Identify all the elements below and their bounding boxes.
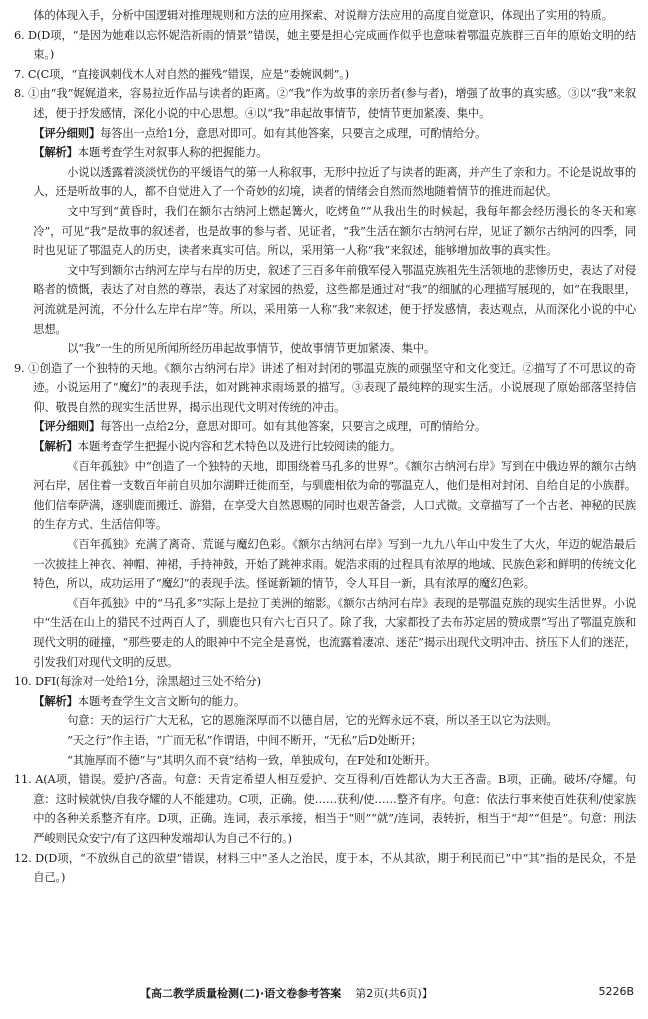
answer-paragraph bbox=[14, 202, 636, 261]
answer-paragraph bbox=[14, 457, 636, 535]
page-footer bbox=[0, 981, 648, 1007]
paragraph-text: 6. D(D项，“是因为她难以忘怀妮浩祈雨的情景”错误，她主要是担心完成画作似乎也意味着鄂温克族群三百年的原始文明的结束。) bbox=[14, 28, 636, 62]
answer-paragraph bbox=[14, 339, 636, 359]
paragraph-text: 本题考查学生文言文断句的能力。 bbox=[77, 694, 246, 708]
answer-paragraph bbox=[14, 751, 636, 771]
footer-code: 5226B bbox=[598, 985, 634, 998]
paragraph-text: 10. DFI(每涂对一处给1分，涂黑超过三处不给分) bbox=[14, 675, 261, 689]
answer-paragraph bbox=[14, 417, 636, 437]
paragraph-text: 文中写到额尔古纳河左岸与右岸的历史，叙述了三百多年前俄军侵入鄂温克族祖先生活领地的悲惨历史，表达了对侵略者的愤慨，表达了对自然的尊崇，表达了对家园的热爱，这些都是通过对“我”的细腻的心理描写展现的，如“在我眼里，河流就是河流，不分什么左岸右岸”等。所以，采用第一人称“我”来叙述，便于抒发感情，表达观点，从而深化小说的中心思想。 bbox=[33, 263, 636, 336]
paragraph-text: 每答出一点给2分，意思对即可。如有其他答案，只要言之成理，可酌情给分。 bbox=[100, 420, 487, 434]
paragraph-text: 以“我”一生的所见所闻所经历串起故事情节，使故事情节更加紧凑、集中。 bbox=[67, 342, 436, 356]
section-tag: 【评分细则】 bbox=[33, 126, 101, 140]
paragraph-text: 《百年孤独》中的“马孔多”实际上是拉丁美洲的缩影。《额尔古纳河右岸》表现的是鄂温克族的现实生活世界。小说中“生活在山上的猎民不过两百人了，驯鹿也只有六七百只了。除了我，大家都投了去布苏定居的赞成票”写出了鄂温克族和现代文明的碰撞，“那些要走的人的眼神中不完全是喜悦，也流露着凄凉、迷茫”揭示出现代文明冲击、挤压下人们的迷茫，引发我们对现代文明的反思。 bbox=[33, 596, 636, 669]
answer-paragraph bbox=[14, 672, 636, 692]
paragraph-text: 本题考查学生把握小说内容和艺术特色以及进行比较阅读的能力。 bbox=[77, 440, 402, 454]
paragraph-text: 12. D(D项，“不放纵自己的欲望”错误，材料三中“圣人之治民，度于本，不从其欲，期于利民而已”中“其”指的是民众，不是自己。) bbox=[14, 851, 636, 885]
answer-paragraph bbox=[14, 84, 636, 123]
answer-paragraph bbox=[14, 692, 636, 712]
paragraph-text: 《百年孤独》中“创造了一个独特的天地，即围绕着马孔多的世界”。《额尔古纳河右岸》写到在中俄边界的额尔古纳河右岸，居住着一支数百年前自贝加尔湖畔迁徙而至，与驯鹿相依为命的鄂温克人，他们是相对封闭、自给自足的小族群。他们信奉萨满，逐驯鹿而搬迁、游猎，在享受大自然恩赐的同时也艰苦备尝，人口式微。文章描写了一个古老、神秘的民族的生存方式、生活信仰等。 bbox=[33, 459, 636, 532]
answer-paragraph bbox=[14, 535, 636, 594]
paragraph-text: 小说以透露着淡淡忧伤的平缓语气的第一人称叙事，无形中拉近了与读者的距离，并产生了亲和力。不论是说故事的人，还是听故事的人，都不自觉进入了一个奇妙的幻境，读者的情绪会自然而然地随着情节的推进而起伏。 bbox=[33, 165, 636, 199]
footer-page-number: 第2页(共6页)】 bbox=[355, 987, 433, 1000]
paragraph-text: 本题考查学生对叙事人称的把握能力。 bbox=[77, 146, 268, 160]
answer-paragraph bbox=[14, 26, 636, 65]
paragraph-text: 9. ①创造了一个独特的天地。《额尔古纳河右岸》讲述了相对封闭的鄂温克族的顽强坚守和文化变迁。②描写了不可思议的奇迹。小说运用了“魔幻”的表现手法，如对跳神求雨场景的描写。③表现了最纯粹的现实生活。小说展现了原始部落坚持信仰、敬畏自然的现实生活世界，揭示出现代文明对传统的冲击。 bbox=[14, 361, 636, 414]
section-tag: 【解析】 bbox=[33, 694, 78, 708]
answer-content bbox=[14, 6, 636, 888]
answer-key-page bbox=[14, 6, 636, 888]
answer-paragraph bbox=[14, 437, 636, 457]
answer-paragraph bbox=[14, 163, 636, 202]
section-tag: 【解析】 bbox=[33, 440, 78, 454]
paragraph-text: 《百年孤独》充满了离奇、荒诞与魔幻色彩。《额尔古纳河右岸》写到一九九八年山中发生了大火，年迈的妮浩最后一次披挂上神衣、神帽、神裙，手持神鼓，开始了跳神求雨。妮浩求雨的过程具有浓厚的地域、民族色彩和鲜明的传统文化特色，所以，成功运用了“魔幻”的表现手法。怪诞新颖的情节，令人耳目一新，具有浓厚的魔幻色彩。 bbox=[33, 538, 636, 591]
paragraph-text: “其施厚而不德”与“其明久而不衰”结构一致，单独成句，在F处和I处断开。 bbox=[67, 753, 437, 767]
answer-paragraph bbox=[14, 594, 636, 672]
paragraph-text: 7. C(C项，“直接讽刺伐木人对自然的摧残”错误，应是“委婉讽刺”。) bbox=[14, 67, 349, 81]
answer-paragraph bbox=[14, 124, 636, 144]
answer-paragraph bbox=[14, 711, 636, 731]
answer-paragraph bbox=[14, 731, 636, 751]
answer-paragraph bbox=[14, 770, 636, 848]
paragraph-text: “天之行”作主语，“广而无私”作谓语，中间不断开，“无私”后D处断开； bbox=[67, 733, 422, 747]
section-tag: 【评分细则】 bbox=[33, 420, 101, 434]
paragraph-text: 体的体现入手，分析中国逻辑对推理规则和方法的应用探索、对说辩方法应用的高度自觉意识，体现出了实用的特质。 bbox=[33, 9, 613, 22]
answer-paragraph bbox=[14, 261, 636, 339]
answer-paragraph bbox=[14, 849, 636, 888]
paragraph-text: 文中写到“黄昏时，我们在额尔古纳河上燃起篝火，吃烤鱼”“从我出生的时候起，我每年都会经历漫长的冬天和寒冷”，可见“我”是故事的叙述者，也是故事的参与者、见证者，“我”生活在额尔古纳河右岸，见证了额尔古纳河的四季，同时也见证了鄂温克人的历史，读者来真实可信。所以，采用第一人称“我”来叙述，能够增加故事的真实性。 bbox=[33, 204, 636, 258]
section-tag: 【解析】 bbox=[33, 146, 78, 160]
footer-exam-name: 【高二教学质量检测(二)·语文卷参考答案 bbox=[140, 987, 342, 1000]
answer-paragraph bbox=[14, 143, 636, 163]
paragraph-text: 8. ①由“我”娓娓道来，容易拉近作品与读者的距离。②“我”作为故事的亲历者(参与者)，增强了故事的真实感。③以“我”来叙述，便于抒发感情，深化小说的中心思想。④以“我”串起故事情节，使情节更加紧凑、集中。 bbox=[14, 87, 636, 120]
paragraph-text: 每答出一点给1分，意思对即可。如有其他答案，只要言之成理，可酌情给分。 bbox=[100, 126, 487, 140]
answer-paragraph bbox=[14, 6, 636, 26]
answer-paragraph bbox=[14, 359, 636, 418]
footer-title bbox=[140, 985, 433, 1001]
paragraph-text: 11. A(A项，错误。爱护/吝啬。句意：天肯定希望人相互爱护、交互得利/百姓都认为大王吝啬。B项，正确。破坏/夺耀。句意：这时候就快/自我夺耀的人不能建功。C项，正确。使……获利/使……整齐有序。句意：依法行事来使百姓获利/使家族中的各种关系整齐有序。D项，正确。连词，表示承接，相当于“则”“就”/连词，表转折，相当于“却”“但是”。句意：刑法严峻则民众安宁/有了这四种发端却认为自己不行的。) bbox=[14, 773, 636, 845]
paragraph-text: 句意：天的运行广大无私，它的恩施深厚而不以德自居，它的光辉永远不衰，所以圣王以它为法则。 bbox=[67, 714, 558, 728]
answer-paragraph bbox=[14, 65, 636, 85]
